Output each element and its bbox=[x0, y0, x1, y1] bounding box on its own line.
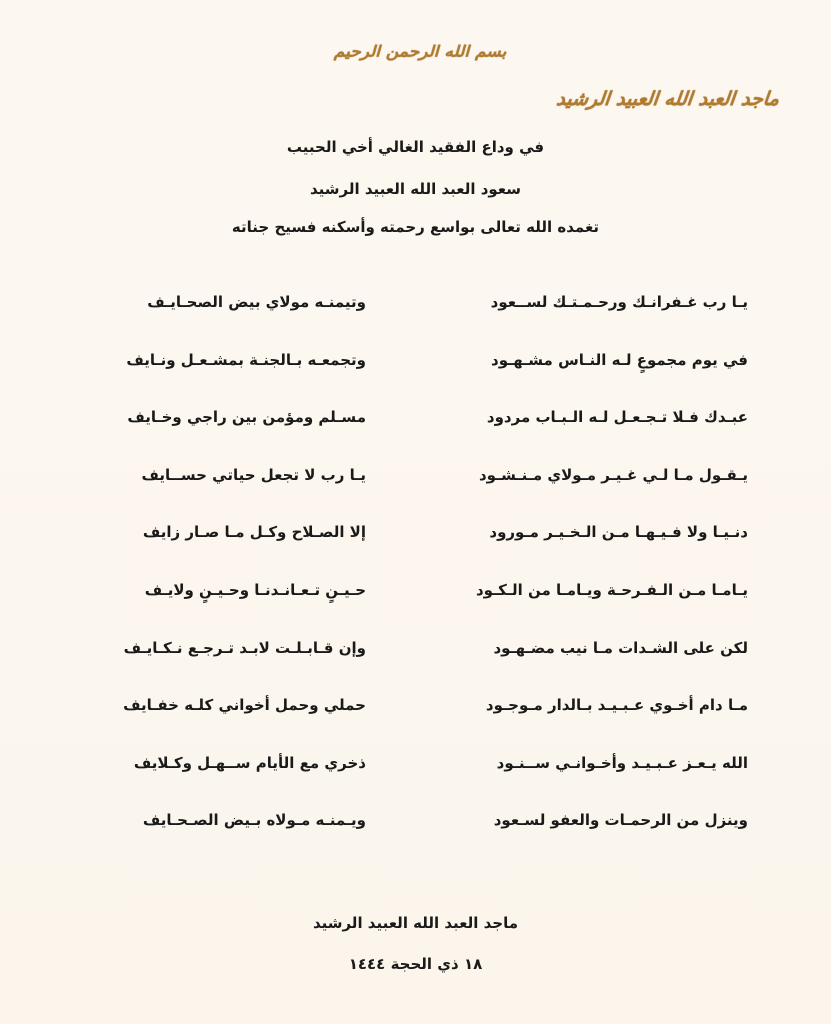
verse-second-half: وتجمعـه بـالجنـة بمشـعـل ونـايف bbox=[126, 350, 366, 369]
verse-first-half: عبـدك فـلا تـجـعـل لـه الـبـاب مردود bbox=[486, 408, 748, 427]
verse-second-half: مسـلم ومؤمن بين راجي وخـايف bbox=[127, 408, 366, 427]
verse-second-half: يـا رب لا تجعل حياتي حســايف bbox=[141, 465, 366, 484]
prayer-line: تغمده الله تعالى بواسع رحمته وأسكنه فسيح جناته bbox=[231, 218, 600, 236]
verse bbox=[0, 581, 831, 639]
verse-second-half: وإن قـابـلـت لابـد تـرجـع نـكـايـف bbox=[123, 638, 366, 657]
verse-second-half: حملي وحمل أخواني كلـه خفـايف bbox=[123, 696, 366, 715]
verse bbox=[0, 523, 831, 581]
verse bbox=[0, 466, 831, 524]
verse-first-half: في يوم مجموعٍ لـه النـاس مشـهـود bbox=[491, 350, 748, 369]
verse-first-half: لكن على الشـدات مـا نيب مضـهـود bbox=[493, 638, 748, 657]
verse bbox=[0, 293, 831, 351]
verse-first-half: يـامـا مـن الـفـرحـة ويـامـا من الـكـود bbox=[475, 580, 748, 599]
author-name: ماجد العبد الله العبيد الرشيد bbox=[312, 914, 519, 932]
verse-second-half: ذخري مع الأيام ســهـل وكـلايف bbox=[133, 753, 366, 772]
verse bbox=[0, 351, 831, 409]
verse-first-half: دنـيـا ولا فـيـهـا مـن الـخـيـر مـورود bbox=[489, 523, 748, 542]
basmala-logo: بسم الله الرحمن الرحيم bbox=[333, 43, 507, 61]
verse-first-half: الله يـعـز عـبـيـد وأخـوانـي ســنـود bbox=[496, 753, 748, 772]
verse-second-half: ويـمنـه مـولاه بـيض الصـحـايف bbox=[142, 811, 366, 830]
verse-first-half: مـا دام أخـوي عـبـيـد بـالدار مـوجـود bbox=[485, 696, 748, 715]
verse bbox=[0, 811, 831, 869]
poem-date: ١٨ ذي الحجة ١٤٤٤ bbox=[348, 955, 483, 973]
verse bbox=[0, 754, 831, 812]
dedication-title: في وداع الفقيد الغالي أخي الحبيب bbox=[286, 138, 545, 156]
verse-second-half: حـيـنٍ تـعـانـدنـا وحـيـنٍ ولايـف bbox=[144, 580, 366, 599]
deceased-name: سعود العبد الله العبيد الرشيد bbox=[309, 180, 522, 198]
verse bbox=[0, 639, 831, 697]
verse-second-half: إلا الصـلاح وكـل مـا صـار زايف bbox=[142, 523, 366, 542]
verse-second-half: وتيمنـه مولاي بيض الصحـايـف bbox=[147, 293, 366, 311]
verse bbox=[0, 696, 831, 754]
author-signature-logo: ماجد العبد الله العبيد الرشيد bbox=[555, 88, 781, 110]
poem-body bbox=[0, 293, 831, 869]
verse-first-half: وينزل من الرحمـات والعفو لسـعود bbox=[493, 811, 748, 830]
verse bbox=[0, 408, 831, 466]
verse-first-half: يـقـول مـا لـي غـيـر مـولاي مـنـشـود bbox=[478, 465, 748, 484]
verse-first-half: يـا رب غـفرانـك ورحـمـتـك لســعود bbox=[490, 293, 748, 311]
